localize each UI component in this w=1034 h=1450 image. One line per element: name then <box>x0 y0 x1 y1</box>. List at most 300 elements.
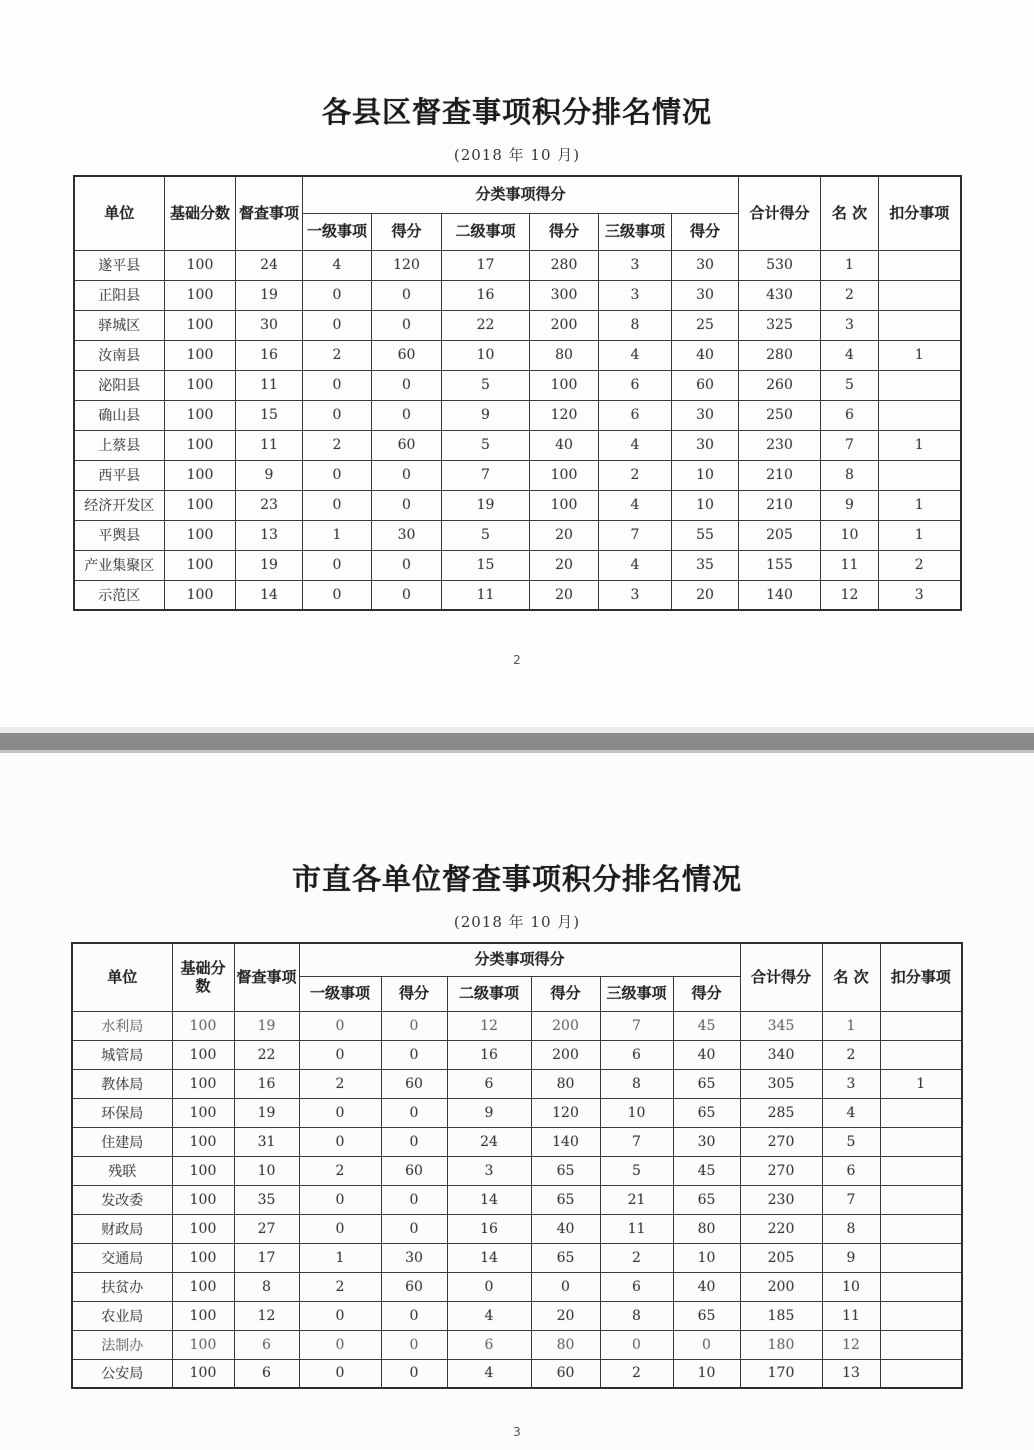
table-cell: 22 <box>442 310 530 340</box>
table-cell: 60 <box>381 1272 447 1301</box>
table-cell <box>879 250 961 280</box>
table-cell: 7 <box>442 460 530 490</box>
table-cell: 汝南县 <box>74 340 165 370</box>
table-cell: 210 <box>739 460 821 490</box>
table-cell: 200 <box>740 1272 822 1301</box>
header-base-score: 基础分数 <box>165 176 236 250</box>
table-cell: 10 <box>672 460 739 490</box>
table-cell: 100 <box>165 400 236 430</box>
table-cell: 60 <box>372 340 442 370</box>
table-cell: 13 <box>822 1359 880 1388</box>
header-level2-score: 得分 <box>530 213 599 250</box>
table-cell: 0 <box>372 370 442 400</box>
table-cell <box>880 1011 962 1040</box>
table-cell: 345 <box>740 1011 822 1040</box>
table-cell: 4 <box>447 1301 531 1330</box>
table-cell: 40 <box>530 430 599 460</box>
table-cell: 1 <box>879 340 961 370</box>
table-cell: 公安局 <box>72 1359 172 1388</box>
table-cell: 65 <box>531 1243 600 1272</box>
table-cell: 12 <box>447 1011 531 1040</box>
header-base-score: 基础分数 <box>172 943 234 1011</box>
table-cell: 0 <box>372 550 442 580</box>
table-cell: 280 <box>739 340 821 370</box>
table-cell: 200 <box>531 1040 600 1069</box>
header-category-group: 分类事项得分 <box>299 943 740 976</box>
table-cell: 11 <box>442 580 530 610</box>
table-row <box>72 1040 962 1069</box>
table-cell: 200 <box>530 310 599 340</box>
table-cell: 2 <box>303 430 372 460</box>
table-cell: 210 <box>739 490 821 520</box>
table-cell: 14 <box>236 580 303 610</box>
table-row <box>74 370 961 400</box>
table-cell: 示范区 <box>74 580 165 610</box>
table-row <box>74 280 961 310</box>
table-cell: 6 <box>447 1069 531 1098</box>
table-cell: 5 <box>600 1156 673 1185</box>
table-cell: 6 <box>821 400 879 430</box>
table-cell: 0 <box>303 490 372 520</box>
table-cell: 9 <box>442 400 530 430</box>
table-cell: 100 <box>165 460 236 490</box>
table-cell: 100 <box>530 490 599 520</box>
table-row <box>74 580 961 610</box>
table-cell: 120 <box>530 400 599 430</box>
table-cell: 230 <box>740 1185 822 1214</box>
table-cell: 11 <box>822 1301 880 1330</box>
table-cell: 8 <box>821 460 879 490</box>
table-cell: 100 <box>172 1272 234 1301</box>
table-cell: 上蔡县 <box>74 430 165 460</box>
header-level3-items: 三级事项 <box>600 976 673 1011</box>
table-cell: 22 <box>234 1040 299 1069</box>
table-cell: 27 <box>234 1214 299 1243</box>
table-cell: 2 <box>599 460 672 490</box>
table-cell: 11 <box>600 1214 673 1243</box>
header-level3-score: 得分 <box>673 976 740 1011</box>
header-category-group: 分类事项得分 <box>303 176 739 213</box>
table-row <box>72 1156 962 1185</box>
table-cell: 4 <box>821 340 879 370</box>
table-cell: 残联 <box>72 1156 172 1185</box>
table-cell: 6 <box>600 1040 673 1069</box>
header-level2-score: 得分 <box>531 976 600 1011</box>
table-cell: 5 <box>821 370 879 400</box>
header-total-score: 合计得分 <box>740 943 822 1011</box>
table-row <box>72 1243 962 1272</box>
table-cell: 30 <box>236 310 303 340</box>
table-cell: 教体局 <box>72 1069 172 1098</box>
table-cell: 0 <box>447 1272 531 1301</box>
table-cell: 100 <box>165 520 236 550</box>
table-cell: 23 <box>236 490 303 520</box>
table-row <box>74 490 961 520</box>
table-cell: 100 <box>172 1359 234 1388</box>
table-row <box>72 1011 962 1040</box>
page-subtitle: (2018 年 10 月) <box>453 146 581 164</box>
table-cell: 0 <box>303 400 372 430</box>
header-rank: 名 次 <box>822 943 880 1011</box>
table-cell <box>880 1185 962 1214</box>
table-cell: 0 <box>303 460 372 490</box>
table-row <box>74 550 961 580</box>
table-cell: 0 <box>372 580 442 610</box>
header-row-group <box>72 943 962 976</box>
table-cell: 6 <box>447 1330 531 1359</box>
table-cell: 100 <box>172 1040 234 1069</box>
table-cell: 10 <box>821 520 879 550</box>
table-cell: 170 <box>740 1359 822 1388</box>
table-cell: 140 <box>531 1127 600 1156</box>
table-cell: 10 <box>822 1272 880 1301</box>
table-row <box>74 460 961 490</box>
table-cell: 100 <box>165 310 236 340</box>
table-cell: 0 <box>600 1330 673 1359</box>
table-cell: 正阳县 <box>74 280 165 310</box>
table-cell: 6 <box>234 1330 299 1359</box>
table-cell: 14 <box>447 1243 531 1272</box>
table-cell: 24 <box>447 1127 531 1156</box>
table-cell: 1 <box>822 1011 880 1040</box>
table-cell: 西平县 <box>74 460 165 490</box>
table-row <box>72 1272 962 1301</box>
table-row <box>72 1069 962 1098</box>
table-cell: 8 <box>600 1069 673 1098</box>
table-cell: 0 <box>299 1011 381 1040</box>
table-cell: 100 <box>172 1127 234 1156</box>
table-cell: 20 <box>530 520 599 550</box>
table-cell: 11 <box>236 430 303 460</box>
table-cell: 8 <box>600 1301 673 1330</box>
table-cell: 平舆县 <box>74 520 165 550</box>
table-cell: 100 <box>172 1156 234 1185</box>
table-cell: 30 <box>381 1243 447 1272</box>
header-rank: 名 次 <box>821 176 879 250</box>
table-cell: 0 <box>372 490 442 520</box>
header-unit: 单位 <box>74 176 165 250</box>
table-cell: 270 <box>740 1156 822 1185</box>
table-cell: 100 <box>165 490 236 520</box>
table-cell: 0 <box>303 310 372 340</box>
header-level3-items: 三级事项 <box>599 213 672 250</box>
table-cell: 产业集聚区 <box>74 550 165 580</box>
table-cell: 100 <box>165 250 236 280</box>
table-cell: 7 <box>599 520 672 550</box>
table-cell: 19 <box>234 1098 299 1127</box>
table-cell: 60 <box>381 1156 447 1185</box>
table-cell: 100 <box>172 1011 234 1040</box>
table-cell: 0 <box>381 1127 447 1156</box>
table-cell: 5 <box>442 430 530 460</box>
table-cell: 0 <box>303 280 372 310</box>
table-cell: 0 <box>381 1330 447 1359</box>
table-cell: 30 <box>673 1127 740 1156</box>
table-cell: 30 <box>672 430 739 460</box>
table-cell: 260 <box>739 370 821 400</box>
table-cell: 65 <box>531 1185 600 1214</box>
table-cell: 250 <box>739 400 821 430</box>
table-cell: 4 <box>599 490 672 520</box>
table-cell: 20 <box>531 1301 600 1330</box>
table-cell: 12 <box>822 1330 880 1359</box>
table-cell: 16 <box>447 1040 531 1069</box>
table-cell: 0 <box>299 1185 381 1214</box>
table-cell: 4 <box>303 250 372 280</box>
table-cell: 60 <box>531 1359 600 1388</box>
table-cell <box>880 1301 962 1330</box>
table-cell: 65 <box>673 1098 740 1127</box>
table-cell: 10 <box>600 1098 673 1127</box>
table-row <box>72 1330 962 1359</box>
table-cell: 1 <box>303 520 372 550</box>
header-deduction-items: 扣分事项 <box>880 943 962 1011</box>
table-cell: 0 <box>381 1301 447 1330</box>
table-cell: 31 <box>234 1127 299 1156</box>
page-subtitle: (2018 年 10 月) <box>453 913 581 931</box>
table-cell: 16 <box>236 340 303 370</box>
table-cell: 6 <box>599 400 672 430</box>
table-cell: 泌阳县 <box>74 370 165 400</box>
table-cell: 80 <box>673 1214 740 1243</box>
table-cell: 19 <box>234 1011 299 1040</box>
table-cell: 340 <box>740 1040 822 1069</box>
table-cell: 12 <box>234 1301 299 1330</box>
table-cell: 1 <box>879 430 961 460</box>
table-cell: 0 <box>381 1011 447 1040</box>
table-cell: 19 <box>236 280 303 310</box>
table-cell <box>880 1040 962 1069</box>
table-row <box>72 1214 962 1243</box>
table-cell: 0 <box>381 1040 447 1069</box>
table-cell: 9 <box>447 1098 531 1127</box>
table-cell: 4 <box>599 550 672 580</box>
table-cell: 2 <box>600 1359 673 1388</box>
table-cell: 16 <box>447 1214 531 1243</box>
table-cell: 4 <box>447 1359 531 1388</box>
table-cell: 2 <box>879 550 961 580</box>
table-cell <box>880 1127 962 1156</box>
table-cell: 30 <box>672 250 739 280</box>
table-cell: 遂平县 <box>74 250 165 280</box>
table-cell: 100 <box>165 580 236 610</box>
table-cell: 20 <box>530 550 599 580</box>
table-cell: 185 <box>740 1301 822 1330</box>
table-cell: 16 <box>234 1069 299 1098</box>
table-cell: 100 <box>172 1214 234 1243</box>
table-row <box>74 400 961 430</box>
table-cell: 1 <box>821 250 879 280</box>
table-cell: 2 <box>299 1069 381 1098</box>
table-cell: 15 <box>236 400 303 430</box>
table-cell: 0 <box>303 550 372 580</box>
table-cell: 80 <box>530 340 599 370</box>
table-cell: 法制办 <box>72 1330 172 1359</box>
table-cell: 430 <box>739 280 821 310</box>
table-cell: 100 <box>530 370 599 400</box>
table-cell: 14 <box>447 1185 531 1214</box>
table-cell: 19 <box>442 490 530 520</box>
table-cell: 3 <box>821 310 879 340</box>
table-cell: 住建局 <box>72 1127 172 1156</box>
table-cell: 205 <box>740 1243 822 1272</box>
table-cell: 0 <box>381 1185 447 1214</box>
page-title: 各县区督查事项积分排名情况 <box>321 95 712 129</box>
table-cell: 30 <box>672 280 739 310</box>
table-cell: 2 <box>600 1243 673 1272</box>
table-cell: 7 <box>821 430 879 460</box>
table-cell: 100 <box>165 430 236 460</box>
table-cell: 100 <box>172 1098 234 1127</box>
table-cell: 60 <box>372 430 442 460</box>
table-cell <box>880 1359 962 1388</box>
table-cell: 21 <box>600 1185 673 1214</box>
table-cell: 30 <box>372 520 442 550</box>
table-cell: 3 <box>599 280 672 310</box>
table-cell: 35 <box>672 550 739 580</box>
table-cell: 100 <box>165 340 236 370</box>
table-cell: 0 <box>299 1359 381 1388</box>
table-cell: 16 <box>442 280 530 310</box>
table-cell: 24 <box>236 250 303 280</box>
table-cell: 6 <box>599 370 672 400</box>
table-cell: 3 <box>447 1156 531 1185</box>
table-cell: 8 <box>599 310 672 340</box>
table-cell: 65 <box>673 1301 740 1330</box>
table-cell: 120 <box>531 1098 600 1127</box>
table-cell <box>879 310 961 340</box>
header-level1-items: 一级事项 <box>299 976 381 1011</box>
table-cell: 3 <box>822 1069 880 1098</box>
county-score-table <box>73 175 962 611</box>
table-cell <box>880 1330 962 1359</box>
table-cell: 财政局 <box>72 1214 172 1243</box>
table-cell: 65 <box>531 1156 600 1185</box>
table-cell: 80 <box>531 1330 600 1359</box>
table-row <box>74 430 961 460</box>
table-cell: 270 <box>740 1127 822 1156</box>
table-cell: 0 <box>299 1330 381 1359</box>
table-cell: 8 <box>822 1214 880 1243</box>
table-cell: 2 <box>303 340 372 370</box>
table-cell: 0 <box>372 400 442 430</box>
table-cell <box>880 1243 962 1272</box>
table-cell: 0 <box>299 1214 381 1243</box>
table-cell: 325 <box>739 310 821 340</box>
table-cell: 25 <box>672 310 739 340</box>
header-unit: 单位 <box>72 943 172 1011</box>
table-cell: 2 <box>822 1040 880 1069</box>
table-cell: 10 <box>442 340 530 370</box>
table-cell: 140 <box>739 580 821 610</box>
header-level3-score: 得分 <box>672 213 739 250</box>
table-cell: 19 <box>236 550 303 580</box>
table-cell: 6 <box>822 1156 880 1185</box>
table-cell: 10 <box>673 1359 740 1388</box>
table-cell: 45 <box>673 1011 740 1040</box>
table-cell: 100 <box>530 460 599 490</box>
table-row <box>74 250 961 280</box>
table-cell: 0 <box>372 310 442 340</box>
table-cell: 40 <box>673 1040 740 1069</box>
page-divider-bar <box>0 733 1034 750</box>
table-cell: 180 <box>740 1330 822 1359</box>
table-cell: 40 <box>672 340 739 370</box>
table-cell: 交通局 <box>72 1243 172 1272</box>
table-row <box>72 1127 962 1156</box>
table-cell: 10 <box>234 1156 299 1185</box>
table-cell: 305 <box>740 1069 822 1098</box>
table-cell: 城管局 <box>72 1040 172 1069</box>
table-cell: 280 <box>530 250 599 280</box>
table-cell <box>879 460 961 490</box>
table-cell: 0 <box>303 580 372 610</box>
table-cell: 200 <box>531 1011 600 1040</box>
table-cell: 100 <box>172 1069 234 1098</box>
table-row <box>72 1301 962 1330</box>
table-cell: 4 <box>599 340 672 370</box>
table-cell: 3 <box>599 580 672 610</box>
table-cell <box>879 400 961 430</box>
table-cell: 7 <box>822 1185 880 1214</box>
header-level1-score: 得分 <box>372 213 442 250</box>
table-cell: 3 <box>599 250 672 280</box>
table-cell: 经济开发区 <box>74 490 165 520</box>
table-cell: 2 <box>821 280 879 310</box>
table-cell: 17 <box>234 1243 299 1272</box>
table-row <box>72 1098 962 1127</box>
table-cell <box>879 370 961 400</box>
table-cell: 20 <box>530 580 599 610</box>
table-cell: 0 <box>381 1214 447 1243</box>
table-cell: 环保局 <box>72 1098 172 1127</box>
table-cell: 水利局 <box>72 1011 172 1040</box>
table-cell: 农业局 <box>72 1301 172 1330</box>
table-cell: 55 <box>672 520 739 550</box>
table-cell: 100 <box>172 1243 234 1272</box>
table-cell: 5 <box>442 370 530 400</box>
header-supervision-items: 督查事项 <box>234 943 299 1011</box>
table-cell: 100 <box>165 370 236 400</box>
table-cell: 0 <box>299 1040 381 1069</box>
header-deduction-items: 扣分事项 <box>879 176 961 250</box>
table-cell: 4 <box>822 1098 880 1127</box>
table-cell: 10 <box>672 490 739 520</box>
table-cell: 17 <box>442 250 530 280</box>
header-level1-score: 得分 <box>381 976 447 1011</box>
table-cell: 220 <box>740 1214 822 1243</box>
table-cell: 100 <box>172 1301 234 1330</box>
table-cell: 9 <box>236 460 303 490</box>
table-cell: 7 <box>600 1011 673 1040</box>
table-cell: 80 <box>531 1069 600 1098</box>
municipal-score-table <box>71 942 963 1389</box>
table-cell: 11 <box>236 370 303 400</box>
table-cell: 7 <box>600 1127 673 1156</box>
table-row <box>74 340 961 370</box>
table-cell: 285 <box>740 1098 822 1127</box>
table-cell: 1 <box>879 490 961 520</box>
table-cell: 300 <box>530 280 599 310</box>
municipal-table-body <box>72 1011 962 1388</box>
table-cell: 1 <box>299 1243 381 1272</box>
header-level2-items: 二级事项 <box>442 213 530 250</box>
table-cell: 0 <box>299 1098 381 1127</box>
table-cell: 12 <box>821 580 879 610</box>
table-cell: 530 <box>739 250 821 280</box>
table-cell: 0 <box>303 370 372 400</box>
table-cell: 40 <box>673 1272 740 1301</box>
